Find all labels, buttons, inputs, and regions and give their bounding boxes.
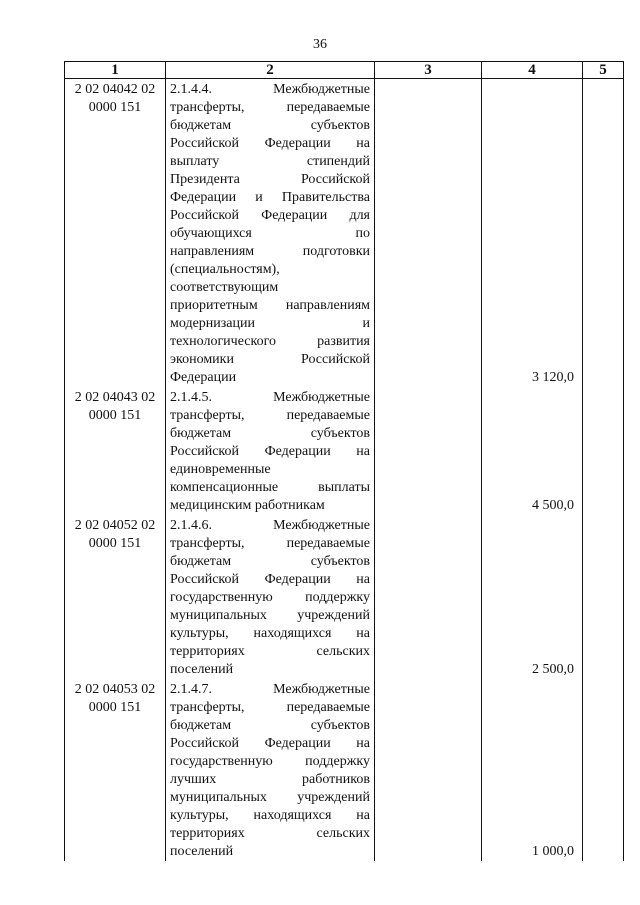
description-line: трансферты, передаваемые bbox=[170, 408, 370, 423]
column-3-cell bbox=[375, 515, 482, 679]
column-header-2: 2 bbox=[166, 62, 375, 79]
description-line: соответствующим bbox=[170, 280, 279, 295]
description-line: Российской Федерации для bbox=[170, 208, 370, 223]
description-line: поселений bbox=[170, 662, 234, 677]
table-row bbox=[65, 387, 624, 515]
budget-code-line: 0000 151 bbox=[88, 536, 142, 551]
budget-code-line: 0000 151 bbox=[88, 100, 142, 115]
table-row bbox=[65, 515, 624, 679]
budget-code-cell bbox=[65, 79, 166, 388]
budget-code-line: 0000 151 bbox=[88, 408, 142, 423]
column-3-cell bbox=[375, 79, 482, 388]
description-line: бюджетам субъектов bbox=[170, 554, 370, 569]
description-line: бюджетам субъектов bbox=[170, 426, 370, 441]
column-header-1: 1 bbox=[65, 62, 166, 79]
description-cell bbox=[166, 79, 375, 388]
column-5-cell bbox=[583, 679, 624, 861]
description-line: трансферты, передаваемые bbox=[170, 536, 370, 551]
amount-cell: 3 120,0 bbox=[482, 79, 583, 388]
description-line: 2.1.4.6. Межбюджетные bbox=[170, 518, 370, 533]
amount-cell: 4 500,0 bbox=[482, 387, 583, 515]
description-line: 2.1.4.4. Межбюджетные bbox=[170, 82, 370, 97]
description-line: трансферты, передаваемые bbox=[170, 100, 370, 115]
column-header-5: 5 bbox=[583, 62, 624, 79]
column-3-cell bbox=[375, 679, 482, 861]
table-row bbox=[65, 679, 624, 861]
page-number: 36 bbox=[313, 37, 327, 52]
column-3-cell bbox=[375, 387, 482, 515]
budget-code-line: 2 02 04053 02 bbox=[74, 682, 156, 697]
description-line: выплату стипендий bbox=[170, 154, 370, 169]
description-cell bbox=[166, 387, 375, 515]
budget-code-line: 0000 151 bbox=[88, 700, 142, 715]
description-line: направлениям подготовки bbox=[170, 244, 370, 259]
description-line: территориях сельских bbox=[170, 826, 370, 841]
budget-table bbox=[64, 61, 624, 861]
column-header-4: 4 bbox=[482, 62, 583, 79]
column-5-cell bbox=[583, 515, 624, 679]
description-line: Российской Федерации на bbox=[170, 136, 370, 151]
description-line: государственную поддержку bbox=[170, 754, 370, 769]
description-line: Российской Федерации на bbox=[170, 444, 370, 459]
description-line: муниципальных учреждений bbox=[170, 790, 370, 805]
description-line: культуры, находящихся на bbox=[170, 808, 370, 823]
description-line: поселений bbox=[170, 844, 234, 859]
description-cell bbox=[166, 515, 375, 679]
description-line: обучающихся по bbox=[170, 226, 370, 241]
description-cell bbox=[166, 679, 375, 861]
description-line: (специальностям), bbox=[170, 262, 280, 277]
description-line: модернизации и bbox=[170, 316, 370, 331]
description-line: территориях сельских bbox=[170, 644, 370, 659]
budget-code-line: 2 02 04043 02 bbox=[74, 390, 156, 405]
description-line: бюджетам субъектов bbox=[170, 718, 370, 733]
description-line: Российской Федерации на bbox=[170, 736, 370, 751]
description-line: технологического развития bbox=[170, 334, 370, 349]
budget-code-cell bbox=[65, 387, 166, 515]
description-line: медицинским работникам bbox=[170, 498, 325, 513]
budget-code-cell bbox=[65, 679, 166, 861]
description-line: Федерации bbox=[170, 370, 237, 385]
description-line: Федерации и Правительства bbox=[170, 190, 370, 205]
description-line: 2.1.4.7. Межбюджетные bbox=[170, 682, 370, 697]
amount-cell: 2 500,0 bbox=[482, 515, 583, 679]
budget-code-line: 2 02 04052 02 bbox=[74, 518, 156, 533]
budget-code-cell bbox=[65, 515, 166, 679]
header-row bbox=[65, 62, 624, 79]
description-line: Президента Российской bbox=[170, 172, 370, 187]
column-5-cell bbox=[583, 79, 624, 388]
column-5-cell bbox=[583, 387, 624, 515]
description-line: компенсационные выплаты bbox=[170, 480, 370, 495]
table-row bbox=[65, 79, 624, 388]
description-line: трансферты, передаваемые bbox=[170, 700, 370, 715]
description-line: приоритетным направлениям bbox=[170, 298, 370, 313]
budget-code-line: 2 02 04042 02 bbox=[74, 82, 156, 97]
description-line: лучших работников bbox=[170, 772, 370, 787]
description-line: экономики Российской bbox=[170, 352, 370, 367]
description-line: государственную поддержку bbox=[170, 590, 370, 605]
description-line: 2.1.4.5. Межбюджетные bbox=[170, 390, 370, 405]
table-body bbox=[65, 79, 624, 862]
description-line: муниципальных учреждений bbox=[170, 608, 370, 623]
description-line: единовременные bbox=[170, 462, 271, 477]
description-line: культуры, находящихся на bbox=[170, 626, 370, 641]
description-line: Российской Федерации на bbox=[170, 572, 370, 587]
description-line: бюджетам субъектов bbox=[170, 118, 370, 133]
amount-cell: 1 000,0 bbox=[482, 679, 583, 861]
column-header-3: 3 bbox=[375, 62, 482, 79]
